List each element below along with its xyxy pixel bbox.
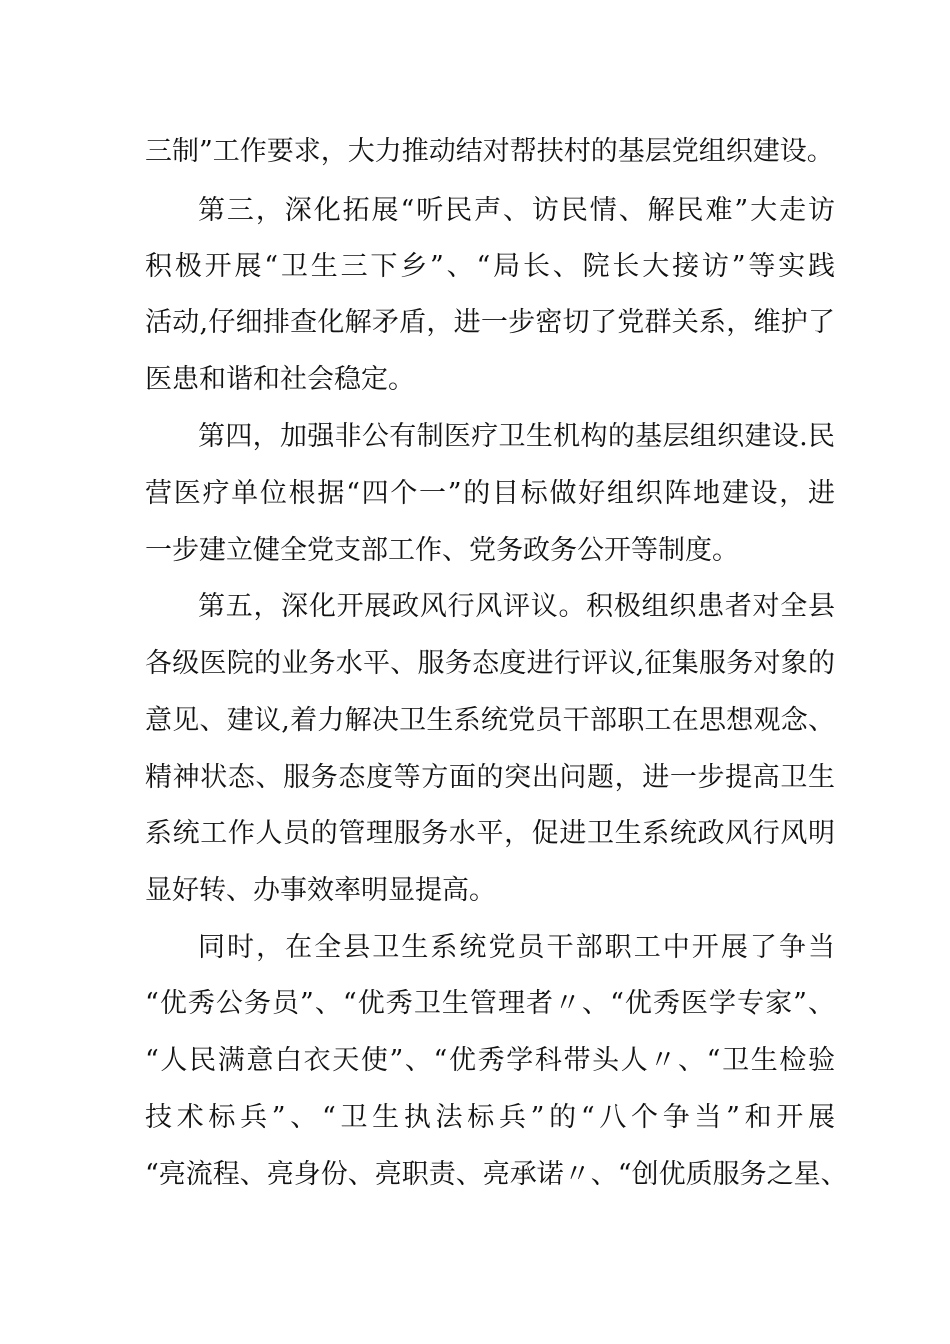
text-line: “亮流程、亮身份、亮职责、亮承诺〃、“创优质服务之星、 xyxy=(145,1159,848,1190)
text-line: 活动,仔细排查化解矛盾，进一步密切了党群关系，维护了 xyxy=(145,307,835,338)
text-line: 第五，深化开展政风行风评议。积极组织患者对全县 xyxy=(198,591,835,622)
text-line: 意见、建议,着力解决卫生系统党员干部职工在思想观念、 xyxy=(145,705,835,736)
text-line: 医患和谐和社会稳定。 xyxy=(145,364,415,395)
text-line: “人民满意白衣天使”、“优秀学科带头人〃、“卫生检验 xyxy=(145,1045,835,1076)
text-line: 技术标兵”、“卫生执法标兵”的“八个争当”和开展 xyxy=(145,1102,835,1133)
text-line: 精神状态、服务态度等方面的突出问题，进一步提高卫生 xyxy=(145,762,835,793)
text-line: 积极开展“卫生三下乡”、“局长、院长大接访”等实践 xyxy=(145,251,835,282)
text-line: “优秀公务员”、“优秀卫生管理者〃、“优秀医学专家”、 xyxy=(145,988,835,1019)
text-line: 显好转、办事效率明显提高。 xyxy=(145,875,496,906)
text-line: 各级医院的业务水平、服务态度进行评议,征集服务对象的 xyxy=(145,648,835,679)
text-line: 营医疗单位根据“四个一”的目标做好组织阵地建设，进 xyxy=(145,478,835,509)
text-line: 第三，深化拓展“听民声、访民情、解民难”大走访 xyxy=(198,195,835,226)
text-line: 第四，加强非公有制医疗卫生机构的基层组织建设.民 xyxy=(198,421,835,452)
text-line: 同时，在全县卫生系统党员干部职工中开展了争当 xyxy=(198,932,835,963)
text-line: 系统工作人员的管理服务水平，促进卫生系统政风行风明 xyxy=(145,818,835,849)
text-line: 三制”工作要求，大力推动结对帮扶村的基层党组织建设。 xyxy=(145,136,834,167)
text-line: 一步建立健全党支部工作、党务政务公开等制度。 xyxy=(145,535,739,566)
